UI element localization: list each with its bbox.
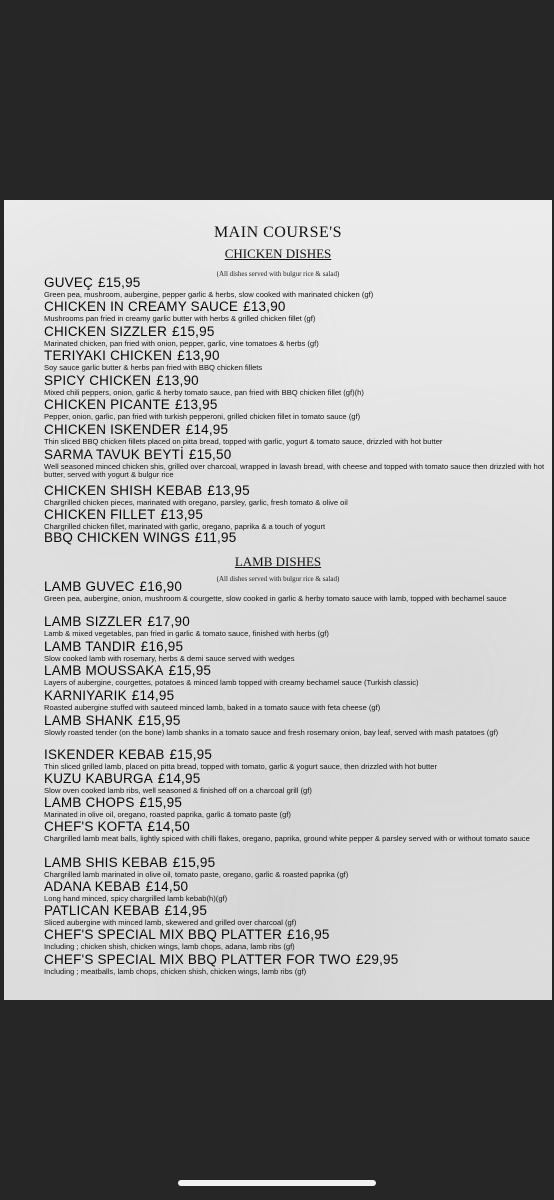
dish-title	[44, 325, 550, 339]
dish-description: Marinated chicken, pan fried with onion, pepper, garlic, vine tomatoes & herbs (gf)	[44, 338, 319, 348]
dish-title	[44, 772, 550, 786]
dish-name: KUZU KABURGA	[44, 771, 153, 786]
dish-description: Mixed chili peppers, onion, garlic & herby tomato sauce, pan fried with BBQ chicken fillet (gf)(h)	[44, 387, 364, 397]
section-note-chicken: (All dishes served with bulgur rice & salad)	[216, 270, 340, 278]
dish-price: £14,95	[164, 903, 208, 918]
dish-price: £15,95	[138, 713, 181, 728]
dish-price: £14,50	[147, 819, 190, 834]
dish-item	[44, 531, 550, 545]
dish-name: TERIYAKI CHICKEN	[44, 348, 173, 363]
bottom-dark-bar	[0, 1000, 554, 1200]
dish-description: Including ; chicken shish, chicken wings, lamb chops, adana, lamb ribs (gf)	[44, 941, 295, 951]
dish-price: £29,95	[355, 952, 399, 967]
dish-price: £13,95	[207, 483, 250, 498]
dish-title	[44, 856, 550, 870]
dish-title	[44, 796, 550, 810]
dish-item	[44, 484, 550, 507]
dish-name: CHICKEN FILLET	[44, 507, 156, 522]
dish-description: Chargrilled lamb marinated in olive oil, tomato paste, oregano, garlic & roasted paprika (gf)	[44, 869, 349, 879]
dish-title	[44, 398, 550, 412]
top-dark-bar	[0, 0, 554, 200]
dish-item	[44, 640, 550, 663]
dish-item	[44, 856, 550, 879]
dish-name: ADANA KEBAB	[44, 879, 141, 894]
dish-name: SPICY CHICKEN	[44, 373, 152, 388]
section-note-lamb: (All dishes served with bulgur rice & salad)	[216, 575, 340, 583]
dish-description: Slow cooked lamb with rosemary, herbs & demi sauce served with wedges	[44, 653, 295, 663]
dish-description: Slowly roasted tender (on the bone) lamb shanks in a tomato sauce and fresh rosemary onion, bay leaf, served with mash patatoes (gf)	[44, 727, 499, 737]
dish-description: Roasted aubergine stuffed with sauteed minced lamb, baked in a tomato sauce with feta cheese (gf)	[44, 702, 381, 712]
dish-title	[44, 904, 550, 918]
dish-description: Chargrilled chicken fillet, marinated with garlic, oregano, paprika & a touch of yogurt	[44, 521, 326, 531]
dish-price: £15,95	[172, 855, 216, 870]
dish-price: £15,95	[169, 747, 213, 762]
dish-name: CHICKEN SIZZLER	[44, 324, 168, 339]
dish-price: £11,95	[194, 530, 237, 545]
dish-name: CHEF'S SPECIAL MIX BBQ PLATTER FOR TWO	[44, 952, 351, 967]
dish-name: LAMB GUVEC	[44, 579, 135, 594]
dish-item	[44, 448, 550, 480]
dish-title	[44, 640, 550, 654]
dish-item	[44, 349, 550, 372]
dish-title	[44, 880, 550, 894]
dish-item	[44, 689, 550, 712]
dish-description: Pepper, onion, garlic, pan fried with turkish pepperoni, grilled chicken fillet in tomato sauce (gf)	[44, 411, 361, 421]
page-title: MAIN COURSE'S	[213, 224, 343, 241]
dish-title	[44, 689, 550, 703]
dish-title	[44, 374, 550, 388]
dish-title	[44, 276, 550, 290]
dish-item	[44, 300, 550, 323]
dish-price: £13,90	[177, 348, 220, 363]
dish-name: CHICKEN SHISH KEBAB	[44, 483, 203, 498]
dish-item	[44, 508, 550, 531]
dish-title	[44, 953, 550, 967]
dish-title	[44, 349, 550, 363]
dish-title	[44, 748, 550, 762]
dish-item	[44, 423, 550, 446]
dish-item	[44, 664, 550, 687]
dish-description: Layers of aubergine, courgettes, potatoes & minced lamb topped with creamy bechamel sauce (Turkish classic)	[44, 677, 419, 687]
dish-description: Green pea, mushroom, aubergine, pepper garlic & herbs, slow cooked with marinated chicken (gf)	[44, 289, 374, 299]
dish-name: BBQ CHICKEN WINGS	[44, 530, 190, 545]
dish-price: £15,95	[172, 324, 215, 339]
dish-name: LAMB SHANK	[44, 713, 134, 728]
dish-title	[44, 448, 550, 462]
menu-page	[4, 200, 552, 1000]
dish-item	[44, 928, 550, 951]
dish-item	[44, 904, 550, 927]
dish-name: LAMB TANDIR	[44, 639, 136, 654]
dish-title	[44, 423, 550, 437]
dish-item	[44, 398, 550, 421]
dish-name: ISKENDER KEBAB	[44, 747, 165, 762]
dish-price: £16,95	[287, 927, 330, 942]
dish-price: £15,95	[168, 663, 212, 678]
home-indicator[interactable]	[178, 1180, 376, 1186]
dish-price: £14,50	[145, 879, 189, 894]
dish-price: £14,95	[157, 771, 201, 786]
dish-description: Including ; meatballs, lamb chops, chicken shish, chicken wings, lamb ribs (gf)	[44, 966, 307, 976]
dish-title	[44, 300, 550, 314]
dish-title	[44, 508, 550, 522]
dish-description: Mushrooms pan fried in creamy garlic butter with herbs & grilled chicken fillet (gf)	[44, 313, 316, 323]
dish-description: Slow oven cooked lamb ribs, well seasoned & finished off on a charcoal grill (gf)	[44, 785, 312, 795]
dish-name: LAMB MOUSSAKA	[44, 663, 164, 678]
dish-price: £13,95	[160, 507, 204, 522]
dish-description: Well seasoned minced chicken shis, grilled over charcoal, wrapped in lavash bread, with cheese and topped with tomato sauce then drizzled with hot butter, served with yogurt & bulgur rice	[44, 461, 545, 480]
dish-description: Chargrilled chicken pieces, marinated with oregano, parsley, garlic, fresh tomato & olive oil	[44, 497, 348, 507]
dish-item	[44, 953, 550, 976]
dish-item	[44, 615, 550, 638]
dish-item	[44, 276, 550, 299]
dish-title	[44, 714, 550, 728]
dish-price: £16,90	[139, 579, 183, 594]
dish-price: £13,95	[175, 397, 218, 412]
dish-description: Long hand minced, spicy chargrilled lamb kebab(h)(gf)	[44, 893, 228, 903]
dish-price: £17,90	[147, 614, 190, 629]
dish-price: £15,95	[98, 275, 141, 290]
dish-item	[44, 325, 550, 348]
dish-price: £15,95	[139, 795, 183, 810]
dish-description: Soy sauce garlic butter & herbs pan fried with BBQ chicken fillets	[44, 362, 263, 372]
dish-item	[44, 820, 550, 843]
dish-item	[44, 714, 550, 737]
dish-name: CHICKEN IN CREAMY SAUCE	[44, 299, 239, 314]
dish-item	[44, 772, 550, 795]
dish-description: Sliced aubergine with minced lamb, skewered and grilled over charcoal (gf)	[44, 917, 297, 927]
dish-price: £14,95	[131, 688, 175, 703]
dish-description: Thin sliced grilled lamb, placed on pitta bread, topped with tomato, garlic & yogurt sauce, then drizzled with hot butter	[44, 761, 437, 771]
dish-name: LAMB SIZZLER	[44, 614, 143, 629]
dish-price: £15,50	[188, 447, 232, 462]
dish-title	[44, 615, 550, 629]
dish-name: SARMA TAVUK BEYTİ	[44, 447, 184, 462]
dish-description: Lamb & mixed vegetables, pan fried in garlic & tomato sauce, finished with herbs (gf)	[44, 628, 329, 638]
dish-title	[44, 531, 550, 545]
dish-description: Marinated in olive oil, oregano, roasted paprika, garlic & tomato paste (gf)	[44, 809, 291, 819]
dish-price: £13,90	[243, 299, 286, 314]
section-title-lamb: LAMB DISHES	[234, 554, 322, 569]
section-title-chicken: CHICKEN DISHES	[224, 246, 332, 261]
dish-name: CHEF'S SPECIAL MIX BBQ PLATTER	[44, 927, 283, 942]
dish-title	[44, 580, 550, 594]
dish-name: GUVEÇ	[44, 275, 94, 290]
dish-item	[44, 796, 550, 819]
dish-description: Green pea, aubergine, onion, mushroom & courgette, slow cooked in garlic & herby tomato sauce with lamb, topped with bechamel sauce	[44, 593, 507, 603]
dish-title	[44, 820, 550, 834]
dish-description: Thin sliced BBQ chicken fillets placed on pitta bread, topped with garlic, yogurt & tomato sauce, drizzled with hot butter	[44, 436, 443, 446]
dish-price: £13,90	[156, 373, 199, 388]
dish-name: CHICKEN ISKENDER	[44, 422, 181, 437]
dish-title	[44, 664, 550, 678]
dish-title	[44, 484, 550, 498]
dish-item	[44, 580, 550, 603]
dish-item	[44, 748, 550, 771]
dish-name: KARNIYARIK	[44, 688, 127, 703]
dish-description: Chargrilled lamb meat balls, lightly spiced with chilli flakes, oregano, paprika, ground white pepper & parsley served with or without tomato sauce	[44, 833, 530, 843]
dish-name: CHICKEN PICANTE	[44, 397, 171, 412]
dish-price: £16,95	[140, 639, 184, 654]
dish-name: LAMB CHOPS	[44, 795, 135, 810]
dish-title	[44, 928, 550, 942]
dish-item	[44, 374, 550, 397]
dish-price: £14,95	[185, 422, 229, 437]
dish-item	[44, 880, 550, 903]
dish-name: CHEF'S KOFTA	[44, 819, 143, 834]
dish-name: PATLICAN KEBAB	[44, 903, 160, 918]
dish-name: LAMB SHIS KEBAB	[44, 855, 168, 870]
